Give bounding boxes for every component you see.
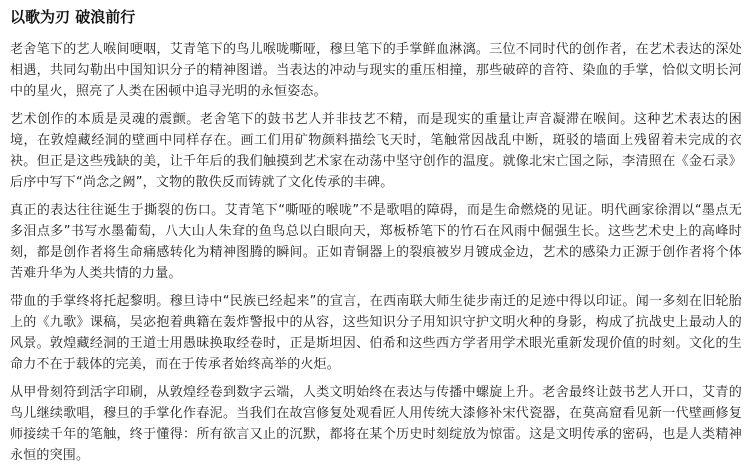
paragraph: 老舍笔下的艺人喉间哽咽，艾青笔下的鸟儿喉咙嘶哑，穆旦笔下的手掌鲜血淋漓。三位不同时代的创作者，在艺术表达的深处相遇，共同勾勒出中国知识分子的精神图谱。当表达的冲动与现实的重压相撞，那些破碎的音符、染血的手掌，恰似文明长河中的星火，照亮了人类在困顿中追寻光明的永恒姿态。	[10, 42, 742, 99]
document-title: 以歌为刃 破浪前行	[10, 8, 136, 26]
paragraph: 真正的表达往往诞生于撕裂的伤口。艾青笔下“嘶哑的喉咙”不是歌唱的障碍，而是生命燃烧的见证。明代画家徐渭以“墨点无多泪点多”书写水墨葡萄，八大山人朱耷的鱼鸟总以白眼向天，郑板桥笔下的竹石在风雨中倔强生长。这些艺术史上的高峰时刻，都是创作者将生命痛感转化为精神图腾的瞬间。正如青铜器上的裂痕被岁月镀成金边，艺术的感染力正源于创作者将个体苦难升华为人类共情的力量。	[10, 203, 742, 281]
paragraph: 带血的手掌终将托起黎明。穆旦诗中“民族已经起来”的宣言，在西南联大师生徒步南迁的足迹中得以印证。闻一多刻在旧轮胎上的《九歌》课稿，吴宓抱着典籍在轰炸警报中的从容，这些知识分子用知识守护文明火种的身影，构成了抗战史上最动人的风景。敦煌藏经洞的王道士用愚昧换取经卷时，正是斯坦因、伯希和这些西方学者用学术眼光重新发现价值的时刻。文化的生命力不在于载体的完美，而在于传承者始终高举的火炬。	[10, 294, 742, 372]
paragraph: 艺术创作的本质是灵魂的震颤。老舍笔下的鼓书艺人并非技艺不精，而是现实的重量让声音凝滞在喉间。这种艺术表达的困境，在敦煌藏经洞的壁画中同样存在。画工们用矿物颜料描绘飞天时，笔触常因战乱中断，斑驳的墙面上残留着未完成的衣袂。但正是这些残缺的美，让千年后的我们触摸到艺术家在动荡中坚守创作的温度。就像北宋亡国之际，李清照在《金石录》后序中写下“尚念之阙”，文物的散佚反而铸就了文化传承的丰碑。	[10, 112, 742, 190]
paragraph: 从甲骨刻符到活字印刷，从敦煌经卷到数字云端，人类文明始终在表达与传播中螺旋上升。老舍最终让鼓书艺人开口，艾青的鸟儿继续歌唱，穆旦的手掌化作春泥。当我们在故宫修复处观看匠人用传统大漆修补宋代瓷器，在莫高窟看见新一代壁画修复师接续千年的笔触，终于懂得：所有欲言又止的沉默，都将在某个历史时刻绽放为惊雷。这是文明传承的密码，也是人类精神永恒的突围。	[10, 385, 742, 463]
